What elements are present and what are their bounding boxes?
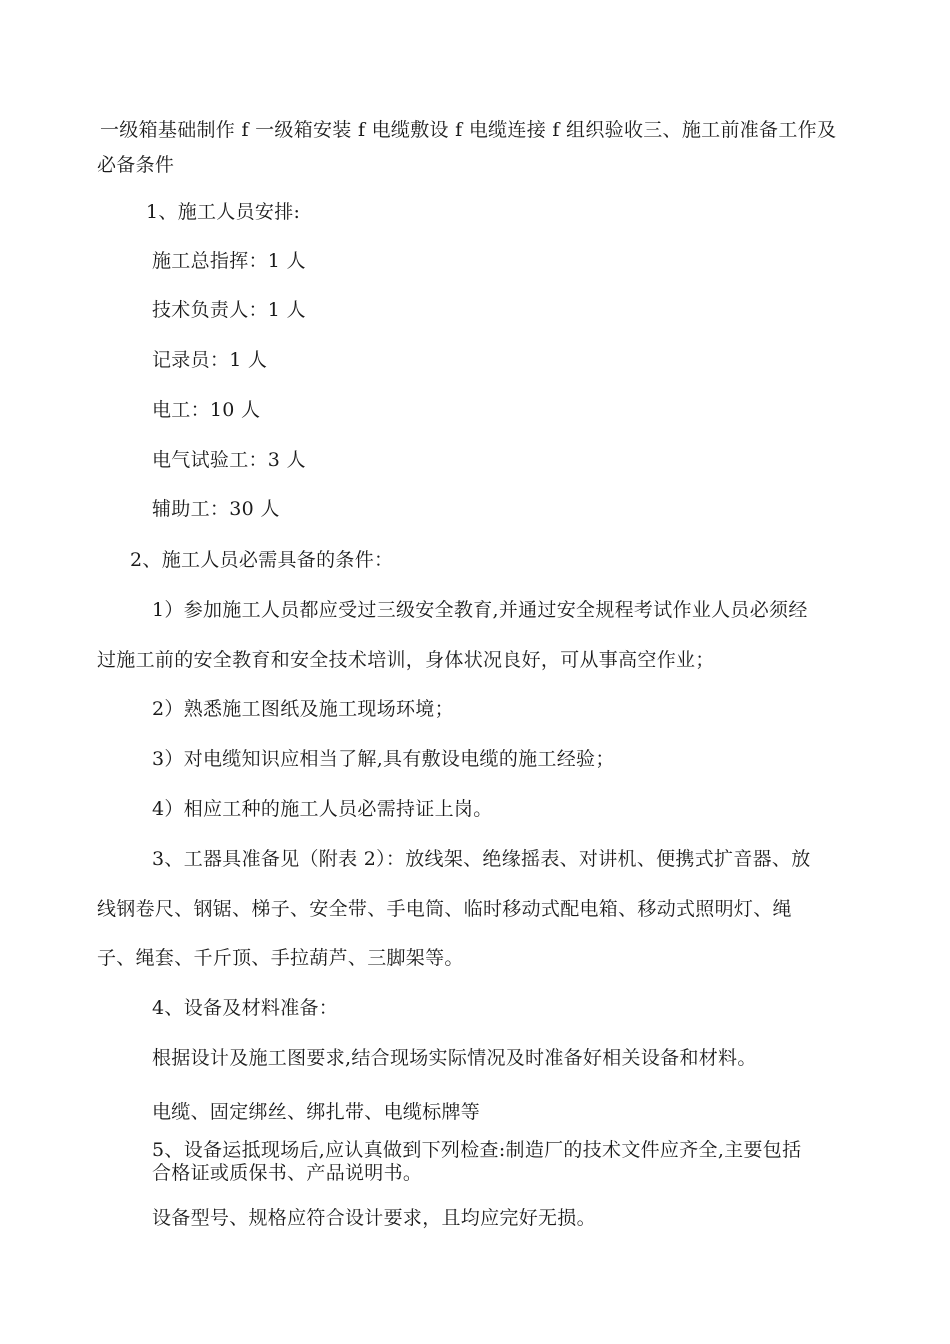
condition-3: 3）对电缆知识应相当了解,具有敷设电缆的施工经验； — [152, 748, 615, 770]
condition-1-line-2: 过施工前的安全教育和安全技术培训，身体状况良好，可从事高空作业； — [97, 649, 715, 671]
section-3-line-2: 线钢卷尺、钢锯、梯子、安全带、手电筒、临时移动式配电箱、移动式照明灯、绳 — [97, 898, 792, 920]
section-3-line-3: 子、绳套、千斤顶、手拉葫芦、三脚架等。 — [97, 947, 464, 969]
staff-item-recorder: 记录员：1 人 — [152, 349, 268, 371]
staff-item-assistant: 辅助工：30 人 — [152, 498, 280, 520]
staff-item-electrician: 电工：10 人 — [152, 399, 261, 421]
staff-item-technical-lead: 技术负责人：1 人 — [152, 299, 306, 321]
section-1-heading: 1、施工人员安排: — [146, 201, 301, 223]
section-4-paragraph-1: 根据设计及施工图要求,结合现场实际情况及时准备好相关设备和材料。 — [152, 1047, 757, 1069]
section-5-paragraph-2: 设备型号、规格应符合设计要求，且均应完好无损。 — [152, 1207, 596, 1229]
intro-line-2: 必备条件 — [97, 154, 175, 176]
condition-1-line-1: 1）参加施工人员都应受过三级安全教育,并通过安全规程考试作业人员必须经 — [152, 599, 808, 621]
section-3-line-1: 3、工器具准备见（附表 2）：放线架、绝缘摇表、对讲机、便携式扩音器、放 — [152, 848, 811, 870]
section-5-line-1: 5、设备运抵现场后,应认真做到下列检查:制造厂的技术文件应齐全,主要包括 — [152, 1139, 802, 1161]
condition-2: 2）熟悉施工图纸及施工现场环境； — [152, 698, 454, 720]
intro-line-1: 一级箱基础制作 f 一级箱安装 f 电缆敷设 f 电缆连接 f 组织验收三、施工前准备工作及 — [100, 119, 837, 141]
section-2-heading: 2、施工人员必需具备的条件： — [130, 549, 394, 571]
section-4-paragraph-2: 电缆、固定绑丝、绑扎带、电缆标牌等 — [152, 1101, 481, 1123]
section-4-heading: 4、设备及材料准备： — [152, 997, 339, 1019]
staff-item-test-worker: 电气试验工：3 人 — [152, 449, 306, 471]
section-5-line-2: 合格证或质保书、产品说明书。 — [152, 1162, 423, 1184]
staff-item-commander: 施工总指挥：1 人 — [152, 250, 306, 272]
condition-4: 4）相应工种的施工人员必需持证上岗。 — [152, 798, 493, 820]
